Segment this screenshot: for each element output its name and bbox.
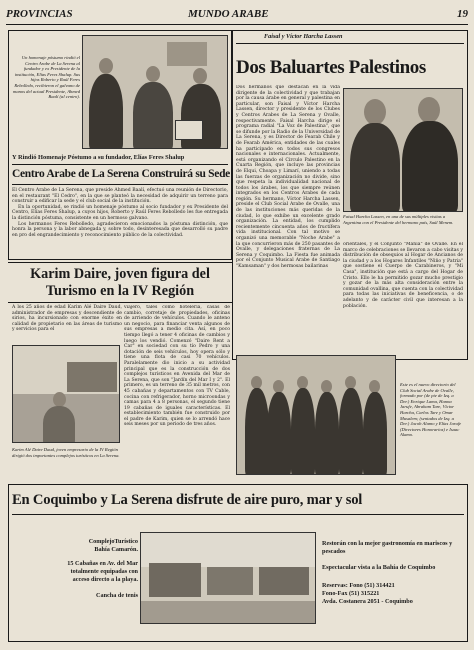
article-column: orientales, y el Conjunto "Manía" de Ovalle. En el marco de celebraciones se llevaron a cabo visitas y distribución de obsequios al Hogar de Ancianos de la ciudad y a los Hogares Infantiles "Niño y Patria" que sostiene el Cuerpo de Carabineros, y "Mi Casa", institución que está a cargo del Hogar de Cristo. Ello le ha permitido gozar mucho prestigio y gozar de la más alta consideración entre la comunidad ovallina, que cuenta con la colectividad para todas las iniciativas de beneficencia, o de adelanto y de carácter civil que interesan a la población. (343, 242, 463, 309)
ad-headline: En Coquimbo y La Serena disfrute de aire puro, mar y sol (12, 492, 363, 508)
paragraph: El Centro Arabe de La Serena, que preside Ahmed Baalí, efectuó una reunión de Directorio, en el restaurant "El Cedro", en la que se planteó la necesidad de adquirir un terreno para construir a edificar la sede y el club social de la institución. (12, 188, 228, 205)
subhead-rule (12, 164, 228, 165)
ad-phone: Reservas: Fono (51) 314421 (322, 582, 395, 589)
article-headline: Karim Daire, joven figura del Turismo en la IV Región (30, 266, 210, 299)
ad-description: 15 Cabañas en Av. del Mar totalmente equipadas con acceso directo a la playa. (67, 560, 138, 583)
article-subhead: Y Rindió Homenaje Póstumo a su fundador, Elías Feres Shalup (12, 154, 185, 161)
photo-caption: Faisal Harcha Lassen, en una de sus múltiples visitas a Argentina con el Presidente del hermano país, Saúl Menem. (343, 214, 454, 225)
ad-rule (12, 514, 464, 515)
photo-caption: Karim Alé Daire Daud, joven empresario de la IV Región dirigió dos importantes complejos turísticos en La Serena. (12, 447, 120, 458)
ad-amenity: Cancha de tenis (96, 592, 138, 599)
section-label: PROVINCIAS (6, 8, 73, 20)
headline-rule (8, 302, 232, 303)
paragraph: En la oportunidad, se rindió un homenaje póstumo al socio fundador y ex Presidente del Centro, Elías Feres Shalup, a cuyos hijos, Roberto y Raúl Feres Rebolledo les fue entregada la distinción póstuma, consistente en un hermoso galvano. (12, 204, 228, 221)
cabins-photo (140, 532, 316, 624)
article-body (12, 188, 228, 238)
cabin (149, 563, 201, 597)
page-number: 19 (457, 8, 468, 20)
karim-daire-photo (12, 345, 120, 443)
article-column: A los 25 años de edad Karim Alé Daire Daud, administrador de empresas y descendiente de sirios, ha incursionado con enorme éxito en calidad de propietario en las áreas de turismo y servicios para el (12, 305, 122, 333)
ad-fax: Fono-Fax (51) 315221 (322, 590, 380, 597)
article-column: viajero, tales como hotelería, casas de cambio, corretaje de propiedades, oficinas de arriendo de vehículos. Cuando le anteno un negocio, para financiar venta algunos de sus empresas a medio cita. Así, en poco tiempo llegó a tener 4 oficinas de cambios y luego los vendió. Comenzó "Daire Rent a Car" en sociedad con su tío Pedro y una dotación de seis vehículos, hoy opera sólo y tiene una flota de casi 70 vehículos. Paralelamente dio inicio a su actividad principal que es la construcción de dos complejos turísticos en Avenida del Mar de La Serena, que son "Jardín del Mar I y 2". El primero, es un terreno de 35 mil metros, con 45 cabañas y departamentos con TV Cable, cocina con refrigerador, horno microondas y camas para 4 a 8 personas, el segundo tiene 19 cabañas de iguales características. El establecimiento también fue construido por el padre de Karim, quien se lo arrendó hace seis meses por un periodo de tres años. (124, 305, 230, 428)
galvano-plaque (175, 120, 203, 140)
paragraph: Los hermanos Feres Rebolledo, agradecieron emocionados la póstuma distinción, que honra la persona y la labor abnegada y, sobre todo, desinteresada que desarrolló su padre en pro del engrandecimiento y reconocimiento público de la colectividad. (12, 221, 228, 238)
ad-bullet: Restorán con la mejor gastronomía en mariscos y pescados (322, 540, 453, 555)
article-headline: Dos Baluartes Palestinos (236, 57, 426, 78)
ad-address: Avda. Costanera 2051 - Coquimbo (322, 598, 413, 605)
directorio-photo (236, 355, 396, 475)
building (67, 362, 117, 392)
ad-left-text (54, 538, 138, 600)
ad-right-text (322, 540, 462, 606)
wall-frame (167, 42, 207, 66)
ad-title: ComplejoTurístico (88, 538, 138, 545)
publication-title: MUNDO ARABE (188, 8, 269, 20)
photo-caption: Este es el nuevo directorio del Club Social Arabe de Ovalle, formado por (de pie de Izq. a Der.) Enrique Lama, Hanna Jarufe, Abraham Tare, Víctor Harcha, Carlos Tare y Omar Musalem; (sentados de Izq. a Der.) Jacob Alamo y Elías Jarufe (Directores Honorarios) e Isaac Alamo. (400, 382, 462, 438)
homenaje-photo (82, 35, 228, 149)
section-rule (8, 262, 232, 263)
article-headline: Centro Arabe de La Serena Construirá su Sede (12, 168, 230, 180)
kicker-rule (236, 43, 464, 44)
article-kicker: Faisal y Víctor Harcha Lassen (264, 33, 343, 40)
cabin (207, 567, 253, 595)
headline-rule (12, 184, 228, 185)
page-header (6, 6, 468, 24)
article-column: Dos hermanos que destacan en la vida dirigente de la colectividad y que trabajan por la causa árabe en general y palestina en particular, son Faisal y Víctor Harcha Lassen, director y presidente de los Clubes y Centros Arabes de La Serena y Ovalle, respectivamente. Faisal Harcha dirige el programa radial "La Voz de Palestina", que se difunde por la Radio de la Universidad de La Serena, y es Director de Fearab Chile y de Fearab América, entidades de las cuales ha participado en todos sus congresos nacionales e internacionales. Actualmente, está organizando el Circulo Palestino en la Cuarta Región, que incluye las provincias de Elqui, Choapa y Limarí, uniendo a todas las fuerzas de organización no divide, sino que respeta la individualidad nacional de todos los árabes, los que siempre reúnen integrados en los Centros Arabes de cada región. Su hermano, Víctor Harcha Lassen, preside el Club Social Arabe de Ovalle, una de las instituciones más queridas de la ciudad, lo que exhibe un excelente grado organización. La entidad, los cumplido recientemente cincuenta años de fructífera vida institucional. Con tal motivo se organizó una memorable "Noche Arabe" a la que concurrieron más de 250 pasantes de Ovalle, y delegaciones fraternas de La Serena y Coquimbo. La Fiesta fue animada por el Conjunto Musical Arabe de Santiago "Kamsaman" y dos hermosas bailarinas (236, 85, 340, 269)
cabin (259, 567, 309, 595)
ad-title: Bahía Camarón. (94, 546, 138, 553)
harcha-menem-photo (343, 88, 463, 212)
header-rule (6, 24, 468, 25)
photo-caption: Un homenaje póstumo rindió el Centro Arabe de La Serena al fundador y ex Presidente de la institución, Elías Feres Shalup. Sus hijos Roberto y Raúl Feres Rebolledo, recibieron el galvano de manos del actual Presidente, Ahmed Baalí (al centro). (13, 55, 80, 100)
ad-bullet: Espectacular vista a la Bahía de Coquimbo (322, 564, 436, 571)
